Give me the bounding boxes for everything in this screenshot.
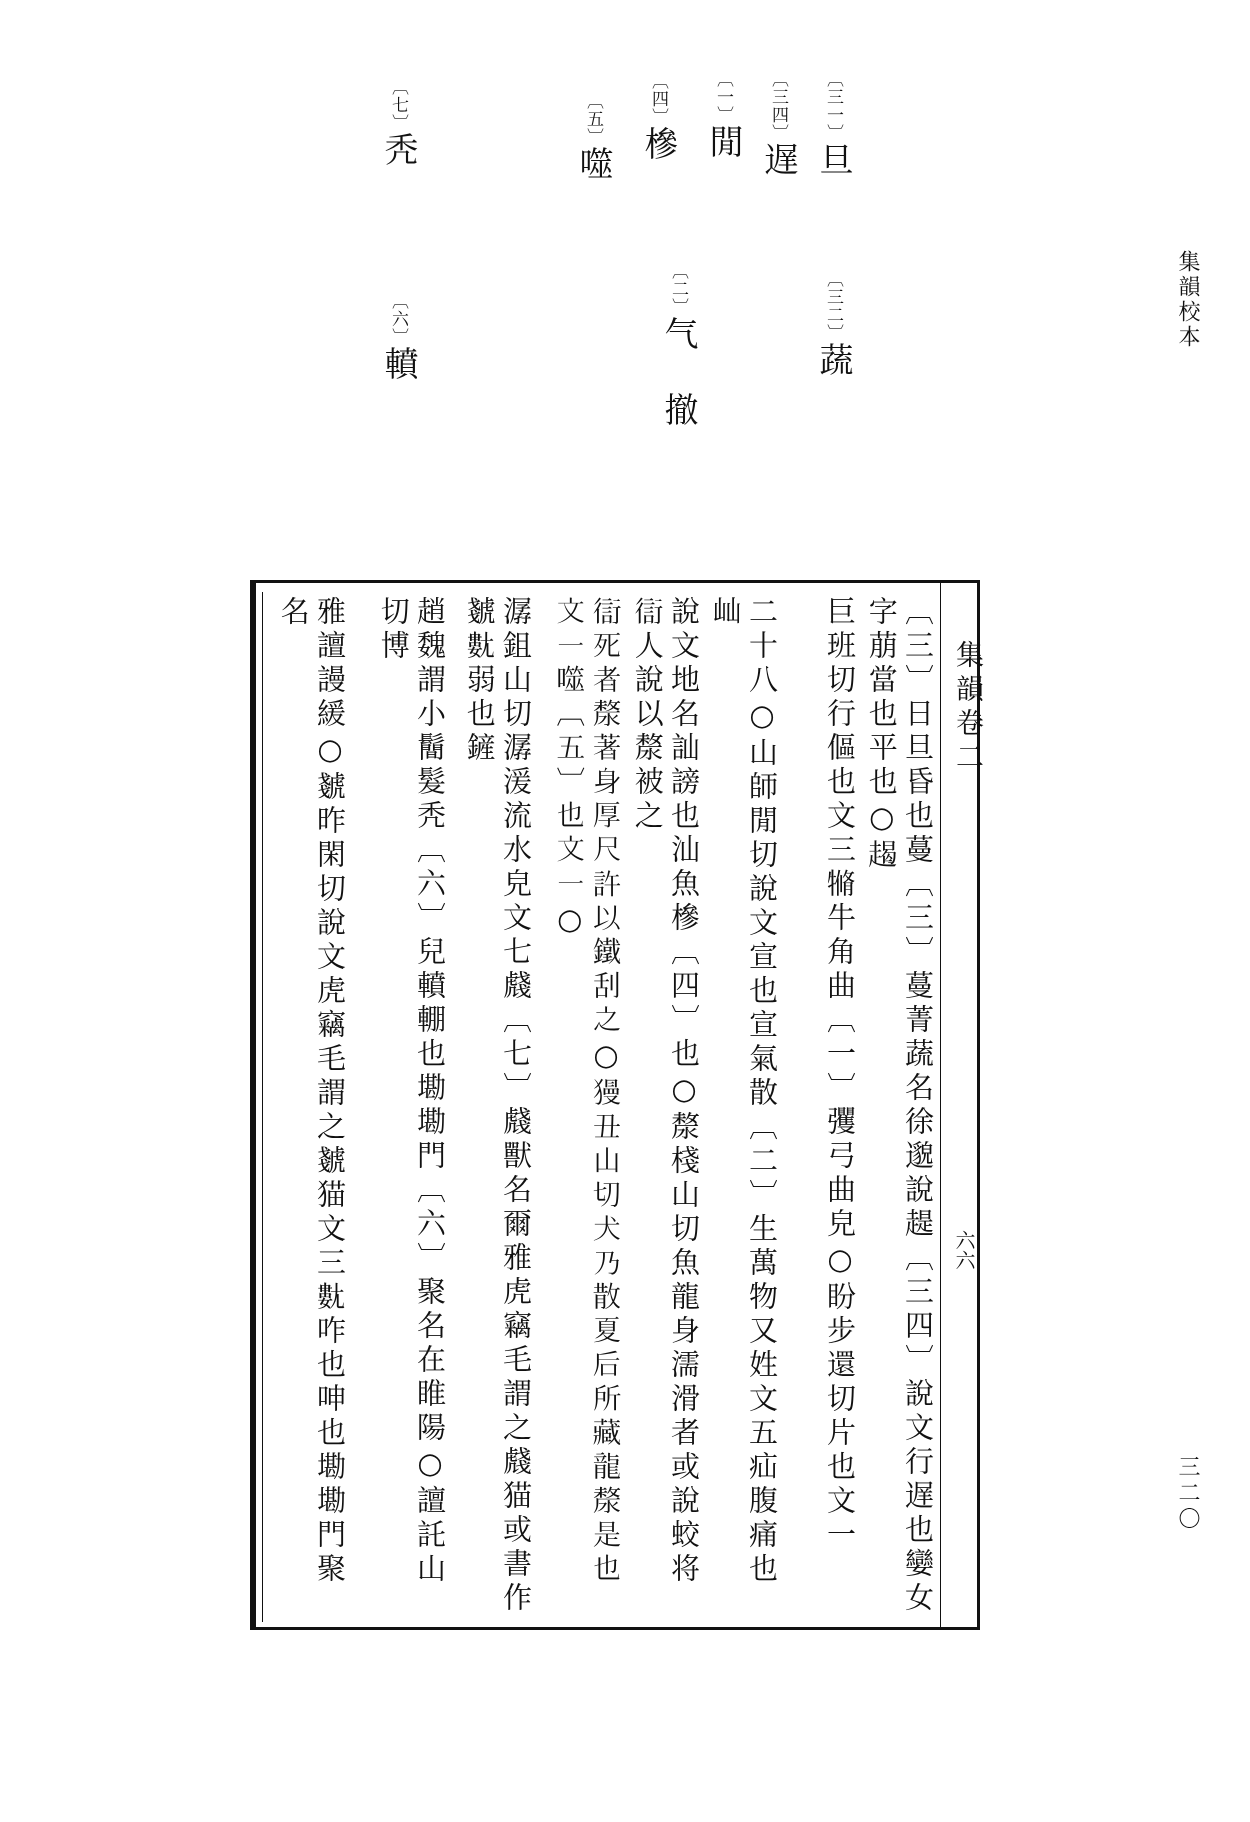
note-text: 气 撤	[658, 316, 698, 430]
note-text: 噬	[573, 146, 613, 184]
page-number: 三二〇	[1175, 1455, 1200, 1533]
note-mark: 〔二〕	[668, 262, 688, 316]
note-mark: 〔七〕	[388, 78, 408, 132]
text-column: 潺鉏山切潺湲流水皃文七虥〔七〕虥獸名爾雅虎竊毛謂之虥猫或書作虦𡰍弱也鏟	[462, 596, 533, 1616]
collation-note	[638, 72, 678, 164]
collation-note	[813, 70, 853, 180]
collation-note	[658, 262, 698, 430]
note-text: 閒	[703, 124, 743, 162]
collation-note	[378, 292, 418, 384]
collation-note	[703, 70, 743, 162]
text-column: 〔三〕日旦昏也蔓〔三〕蔓菁蔬名徐邈說趧〔三四〕說文行遅也孌女字萠當也平也○𧼨	[864, 596, 935, 1616]
text-column: 巨班切行傴也文三𤛛牛角曲〔一〕彏弓曲皃○盼步還切片也文一	[823, 596, 857, 1553]
note-mark: 〔五〕	[583, 92, 603, 146]
note-text: 旦	[813, 142, 853, 180]
note-text: 轒	[378, 346, 418, 384]
text-column: 說文地名訕謗也汕魚槮〔四〕也○漦棧山切魚龍身濡滑者或說蛟将𧗳人說以漦被之	[630, 596, 701, 1587]
inner-border-rule	[262, 592, 263, 1622]
text-column: 二十八○山師閒切說文宣也宣氣散〔二〕生萬物又姓文五疝腹痛也屾	[708, 596, 779, 1587]
note-text: 蔬	[813, 342, 853, 380]
running-title: 集韻校本	[1175, 250, 1200, 350]
ban-xin-title: 集韻卷二	[952, 640, 985, 776]
note-text: 遅	[758, 142, 798, 180]
collation-note	[378, 78, 418, 170]
note-mark: 〔三二〕	[823, 270, 843, 342]
collation-note	[573, 92, 613, 184]
collation-note	[813, 270, 853, 380]
note-mark: 〔一〕	[713, 70, 733, 124]
note-mark: 〔四〕	[648, 72, 668, 126]
text-column: 𧗳死者漦著身厚尺許以鐵刮之○獌丑山切犬乃散夏后所藏龍漦是也文一噬〔五〕也文一○	[552, 596, 623, 1587]
ban-xin-folio: 六六	[952, 1230, 976, 1270]
text-column: 趙魏謂小鬝髮秃〔六〕兒轒輣也墈墈門〔六〕聚名在睢陽○譠託山切博	[376, 596, 447, 1587]
note-mark: 〔三一〕	[823, 70, 843, 142]
text-column: 雅譠謾緩○虦昨閑切說文虎竊毛謂之虦猫文三𡰍咋也呻也墈墈門聚名	[276, 596, 347, 1587]
note-text: 槮	[638, 126, 678, 164]
collation-note	[758, 70, 798, 180]
note-mark: 〔六〕	[388, 292, 408, 346]
note-text: 秃	[378, 132, 418, 170]
note-mark: 〔三四〕	[768, 70, 788, 142]
